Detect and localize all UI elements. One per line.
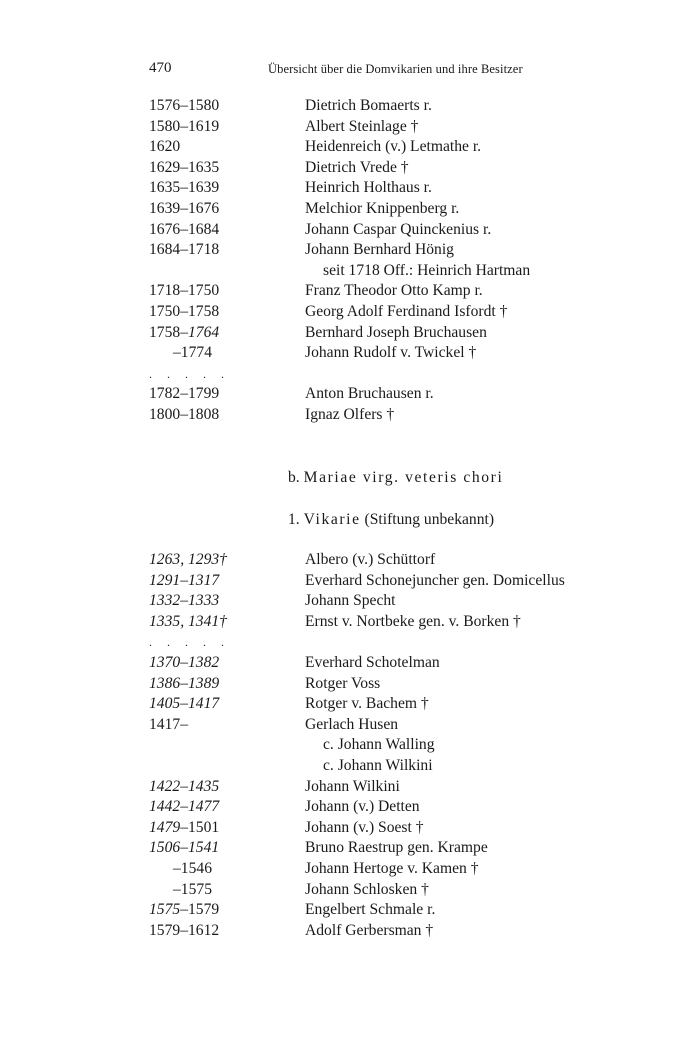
vicar-list-a <box>0 96 700 426</box>
entry-date: 1684–1718 <box>149 241 220 259</box>
list-item <box>0 550 700 571</box>
entry-date: 1370–1382 <box>149 653 220 671</box>
entry-date <box>149 900 219 921</box>
list-item <box>0 777 700 798</box>
entry-name: Rotger Voss <box>305 674 381 692</box>
entry-date: 1422–1435 <box>149 777 220 795</box>
entry-date: 1386–1389 <box>149 674 220 692</box>
entry-date: 1335, 1341† <box>149 612 227 630</box>
entry-date: 1576–1580 <box>149 97 220 114</box>
section-heading <box>288 469 503 487</box>
entry-date: 1579–1612 <box>149 921 220 939</box>
entry-date: 1629–1635 <box>149 158 220 176</box>
entry-date <box>149 323 219 344</box>
list-item <box>0 694 700 715</box>
list-item <box>0 178 700 199</box>
entry-name: Johann Bernhard Hönig <box>305 241 454 259</box>
entry-note: c. Johann Wilkini <box>323 756 433 774</box>
entry-date: 1620 <box>149 138 181 156</box>
entry-date: –1546 <box>173 859 212 877</box>
list-item <box>0 880 700 901</box>
entry-name: Albero (v.) Schüttorf <box>305 551 436 568</box>
entry-date: 1405–1417 <box>149 695 220 713</box>
entry-date-end: –1579 <box>180 901 220 919</box>
entry-date: 1782–1799 <box>149 385 220 403</box>
list-item <box>0 900 700 921</box>
list-item <box>0 384 700 405</box>
page-number: 470 <box>149 60 172 76</box>
entry-date: 1263, 1293† <box>149 551 227 568</box>
entry-date: 1718–1750 <box>149 282 220 300</box>
list-item <box>0 364 700 385</box>
entry-name: Everhard Schotelman <box>305 653 440 671</box>
entry-name: Engelbert Schmale r. <box>305 901 436 919</box>
list-item <box>0 137 700 158</box>
list-item <box>0 612 700 633</box>
entry-name: Bernhard Joseph Bruchausen <box>305 323 487 341</box>
entry-date-end: 1764 <box>187 323 220 341</box>
list-item <box>0 859 700 880</box>
entry-name: Albert Steinlage † <box>305 117 419 135</box>
entry-name: Johann Specht <box>305 592 396 610</box>
list-item <box>0 302 700 323</box>
entry-name: Everhard Schonejuncher gen. Domicellus <box>305 571 565 589</box>
list-item <box>0 653 700 674</box>
entry-name: Ernst v. Nortbeke gen. v. Borken † <box>305 612 521 630</box>
entry-name: Johann Wilkini <box>305 777 400 795</box>
list-item <box>0 261 700 282</box>
entry-date: 1442–1477 <box>149 798 220 816</box>
entry-name: Georg Adolf Ferdinand Isfordt † <box>305 302 508 320</box>
entry-name: Heidenreich (v.) Letmathe r. <box>305 138 482 156</box>
list-item <box>0 343 700 364</box>
entry-date-end: –1501 <box>180 818 220 836</box>
list-item <box>0 117 700 138</box>
list-item <box>0 240 700 261</box>
entry-date-start: 1575 <box>149 901 181 919</box>
ellipsis-gap: . . . . . <box>149 635 230 650</box>
entry-name: Rotger v. Bachem † <box>305 695 429 713</box>
entry-note: c. Johann Walling <box>323 736 435 754</box>
subsection-note: (Stiftung unbekannt) <box>364 511 495 528</box>
list-item <box>0 921 700 942</box>
entry-name: Johann (v.) Detten <box>305 798 420 816</box>
entry-name: Gerlach Husen <box>305 715 399 733</box>
list-item <box>0 591 700 612</box>
entry-name: Heinrich Holthaus r. <box>305 179 432 197</box>
section-prefix: b. <box>288 469 300 486</box>
vicar-list-b <box>0 550 700 941</box>
entry-name: Johann Hertoge v. Kamen † <box>305 859 479 877</box>
section-title: Mariae virg. veteris chori <box>303 469 504 486</box>
entry-name: Melchior Knippenberg r. <box>305 199 460 217</box>
entry-name: Franz Theodor Otto Kamp r. <box>305 282 483 300</box>
list-item <box>0 281 700 302</box>
list-item <box>0 405 700 426</box>
list-item <box>0 158 700 179</box>
entry-date: 1676–1684 <box>149 220 220 238</box>
ellipsis-gap: . . . . . <box>149 366 230 381</box>
subsection-prefix: 1. <box>288 511 300 528</box>
entry-date: 1417– <box>149 715 188 733</box>
entry-date: –1774 <box>173 344 212 362</box>
entry-name: Dietrich Bomaerts r. <box>305 97 432 114</box>
list-item <box>0 323 700 344</box>
entry-date: 1639–1676 <box>149 199 220 217</box>
entry-name: Bruno Raestrup gen. Krampe <box>305 839 488 857</box>
entry-name: Johann Rudolf v. Twickel † <box>305 344 477 362</box>
list-item <box>0 818 700 839</box>
entry-date: 1332–1333 <box>149 592 220 610</box>
entry-name: Anton Bruchausen r. <box>305 385 434 403</box>
entry-date-start: 1758– <box>149 323 188 341</box>
entry-date: 1580–1619 <box>149 117 220 135</box>
entry-date: 1635–1639 <box>149 179 220 197</box>
list-item <box>0 96 700 117</box>
entry-name: Johann Schlosken † <box>305 880 429 898</box>
entry-name: Dietrich Vrede † <box>305 158 409 176</box>
entry-date: 1506–1541 <box>149 839 220 857</box>
list-item <box>0 797 700 818</box>
list-item <box>0 220 700 241</box>
list-item <box>0 674 700 695</box>
list-item <box>0 571 700 592</box>
entry-date-start: 1479 <box>149 818 181 836</box>
list-item <box>0 199 700 220</box>
entry-date: 1750–1758 <box>149 302 220 320</box>
list-item <box>0 715 700 736</box>
entry-name: Johann Caspar Quinckenius r. <box>305 220 492 238</box>
list-item <box>0 735 700 756</box>
entry-note: seit 1718 Off.: Heinrich Hartman <box>323 261 531 279</box>
subsection-heading <box>288 511 494 529</box>
list-item <box>0 632 700 653</box>
entry-date: 1800–1808 <box>149 405 220 423</box>
running-head: Übersicht über die Domvikarien und ihre Besitzer <box>268 62 523 76</box>
entry-date: 1291–1317 <box>149 571 220 589</box>
entry-name: Adolf Gerbersman † <box>305 921 434 939</box>
list-item <box>0 838 700 859</box>
entry-date <box>149 818 219 839</box>
subsection-title: Vikarie <box>303 511 361 528</box>
list-item <box>0 756 700 777</box>
entry-name: Johann (v.) Soest † <box>305 818 424 836</box>
entry-date: –1575 <box>173 880 212 898</box>
entry-name: Ignaz Olfers † <box>305 405 395 423</box>
